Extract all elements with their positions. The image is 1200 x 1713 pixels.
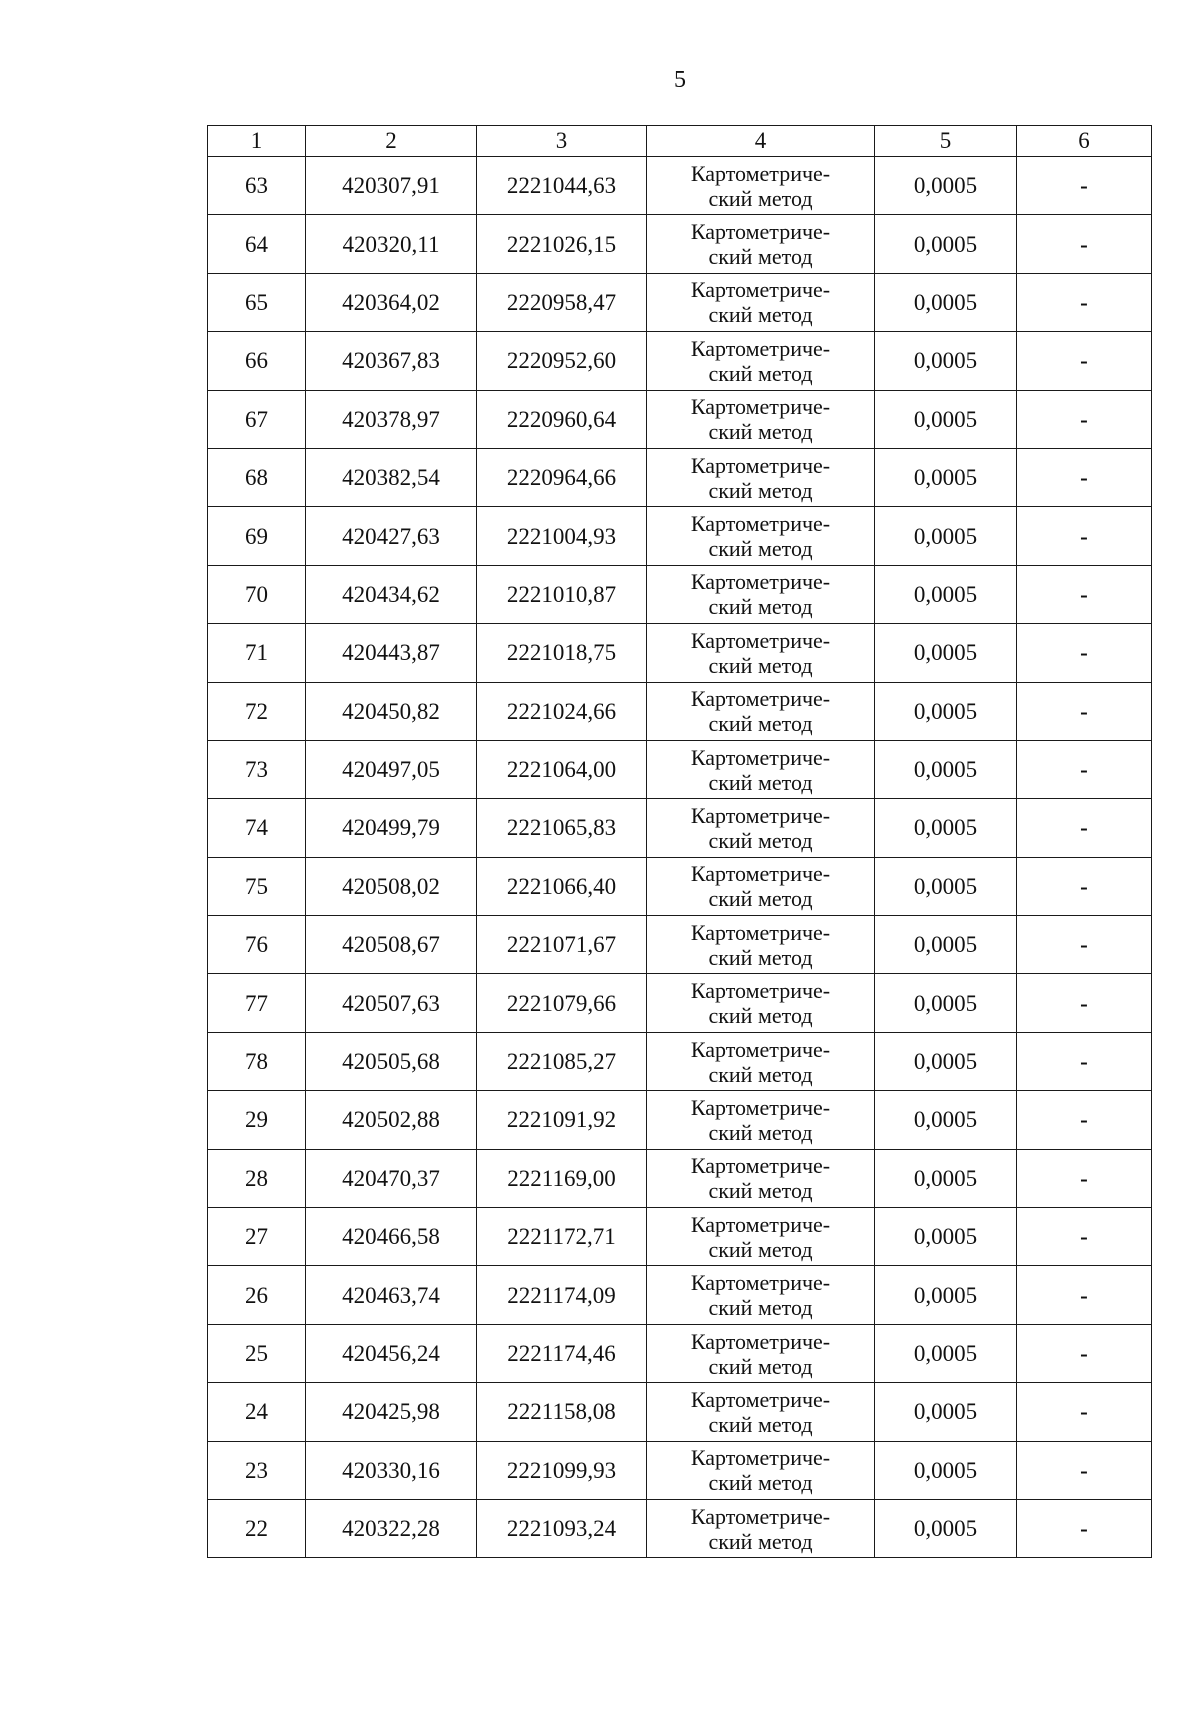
method-line-2: ский метод	[708, 1003, 813, 1029]
method-cell	[647, 1383, 875, 1441]
method-line-2: ский метод	[708, 536, 813, 562]
method-line-1: Картометриче-	[690, 744, 831, 770]
x-coordinate-cell: 420425,98	[306, 1383, 477, 1441]
table-row	[208, 1266, 1152, 1324]
x-coordinate-cell: 420456,24	[306, 1324, 477, 1382]
table-row	[208, 332, 1152, 390]
table-row	[208, 974, 1152, 1032]
y-coordinate-cell: 2221044,63	[477, 157, 647, 215]
method-line-1: Картометриче-	[690, 802, 831, 828]
accuracy-cell: 0,0005	[875, 916, 1017, 974]
note-cell: -	[1017, 740, 1152, 798]
y-coordinate-cell: 2221065,83	[477, 799, 647, 857]
point-number-cell: 66	[208, 332, 306, 390]
method-line-1: Картометриче-	[690, 1036, 831, 1062]
method-cell	[647, 332, 875, 390]
accuracy-cell: 0,0005	[875, 1383, 1017, 1441]
method-line-1: Картометриче-	[690, 219, 831, 245]
method-line-1: Картометриче-	[690, 1386, 831, 1412]
y-coordinate-cell: 2221071,67	[477, 916, 647, 974]
method-line-2: ский метод	[708, 1353, 813, 1379]
point-number-cell: 25	[208, 1324, 306, 1382]
note-cell: -	[1017, 974, 1152, 1032]
accuracy-cell: 0,0005	[875, 1149, 1017, 1207]
note-cell: -	[1017, 624, 1152, 682]
point-number-cell: 78	[208, 1032, 306, 1090]
table-row	[208, 916, 1152, 974]
column-header-5: 5	[875, 126, 1017, 157]
note-cell: -	[1017, 1383, 1152, 1441]
method-cell	[647, 448, 875, 506]
method-line-2: ский метод	[708, 1528, 813, 1554]
y-coordinate-cell: 2221099,93	[477, 1441, 647, 1499]
column-header-1: 1	[208, 126, 306, 157]
note-cell: -	[1017, 332, 1152, 390]
method-line-1: Картометриче-	[690, 160, 831, 186]
table-row	[208, 1499, 1152, 1557]
note-cell: -	[1017, 1208, 1152, 1266]
accuracy-cell: 0,0005	[875, 682, 1017, 740]
x-coordinate-cell: 420307,91	[306, 157, 477, 215]
x-coordinate-cell: 420434,62	[306, 565, 477, 623]
method-line-1: Картометриче-	[690, 394, 831, 420]
note-cell: -	[1017, 1266, 1152, 1324]
x-coordinate-cell: 420463,74	[306, 1266, 477, 1324]
method-cell	[647, 799, 875, 857]
method-line-1: Картометриче-	[690, 1503, 831, 1529]
accuracy-cell: 0,0005	[875, 273, 1017, 331]
accuracy-cell: 0,0005	[875, 1324, 1017, 1382]
y-coordinate-cell: 2220964,66	[477, 448, 647, 506]
table-row	[208, 448, 1152, 506]
y-coordinate-cell: 2221018,75	[477, 624, 647, 682]
point-number-cell: 75	[208, 857, 306, 915]
accuracy-cell: 0,0005	[875, 390, 1017, 448]
table-row	[208, 273, 1152, 331]
method-line-2: ский метод	[708, 886, 813, 912]
method-cell	[647, 1208, 875, 1266]
method-line-1: Картометриче-	[690, 919, 831, 945]
accuracy-cell: 0,0005	[875, 1032, 1017, 1090]
note-cell: -	[1017, 1149, 1152, 1207]
accuracy-cell: 0,0005	[875, 974, 1017, 1032]
method-cell	[647, 565, 875, 623]
note-cell: -	[1017, 857, 1152, 915]
y-coordinate-cell: 2221085,27	[477, 1032, 647, 1090]
note-cell: -	[1017, 507, 1152, 565]
method-line-2: ский метод	[708, 1470, 813, 1496]
point-number-cell: 29	[208, 1091, 306, 1149]
point-number-cell: 23	[208, 1441, 306, 1499]
table-row	[208, 799, 1152, 857]
point-number-cell: 71	[208, 624, 306, 682]
method-line-1: Картометриче-	[690, 1094, 831, 1120]
method-line-2: ский метод	[708, 827, 813, 853]
table-row	[208, 682, 1152, 740]
method-line-2: ский метод	[708, 185, 813, 211]
table-body	[208, 157, 1152, 1558]
method-line-1: Картометриче-	[690, 569, 831, 595]
method-line-1: Картометриче-	[690, 511, 831, 537]
column-header-6: 6	[1017, 126, 1152, 157]
accuracy-cell: 0,0005	[875, 857, 1017, 915]
note-cell: -	[1017, 799, 1152, 857]
header-row	[208, 126, 1152, 157]
x-coordinate-cell: 420367,83	[306, 332, 477, 390]
point-number-cell: 63	[208, 157, 306, 215]
method-line-2: ский метод	[708, 244, 813, 270]
method-line-1: Картометриче-	[690, 335, 831, 361]
table-row	[208, 1324, 1152, 1382]
table-row	[208, 1032, 1152, 1090]
y-coordinate-cell: 2221064,00	[477, 740, 647, 798]
y-coordinate-cell: 2221169,00	[477, 1149, 647, 1207]
method-line-2: ский метод	[708, 594, 813, 620]
x-coordinate-cell: 420322,28	[306, 1499, 477, 1557]
method-line-1: Картометриче-	[690, 1211, 831, 1237]
y-coordinate-cell: 2221093,24	[477, 1499, 647, 1557]
method-cell	[647, 1499, 875, 1557]
x-coordinate-cell: 420502,88	[306, 1091, 477, 1149]
x-coordinate-cell: 420378,97	[306, 390, 477, 448]
method-cell	[647, 1149, 875, 1207]
column-header-2: 2	[306, 126, 477, 157]
x-coordinate-cell: 420382,54	[306, 448, 477, 506]
accuracy-cell: 0,0005	[875, 157, 1017, 215]
method-cell	[647, 1091, 875, 1149]
y-coordinate-cell: 2221079,66	[477, 974, 647, 1032]
method-cell	[647, 390, 875, 448]
method-cell	[647, 1032, 875, 1090]
table-row	[208, 1149, 1152, 1207]
method-line-2: ский метод	[708, 769, 813, 795]
method-cell	[647, 1266, 875, 1324]
page-number: 5	[674, 67, 686, 93]
method-cell	[647, 916, 875, 974]
method-line-2: ский метод	[708, 1295, 813, 1321]
method-line-2: ский метод	[708, 360, 813, 386]
accuracy-cell: 0,0005	[875, 448, 1017, 506]
x-coordinate-cell: 420427,63	[306, 507, 477, 565]
method-line-2: ский метод	[708, 477, 813, 503]
y-coordinate-cell: 2221066,40	[477, 857, 647, 915]
accuracy-cell: 0,0005	[875, 1208, 1017, 1266]
x-coordinate-cell: 420364,02	[306, 273, 477, 331]
x-coordinate-cell: 420497,05	[306, 740, 477, 798]
note-cell: -	[1017, 682, 1152, 740]
x-coordinate-cell: 420508,02	[306, 857, 477, 915]
method-line-2: ский метод	[708, 944, 813, 970]
point-number-cell: 72	[208, 682, 306, 740]
table-row	[208, 624, 1152, 682]
y-coordinate-cell: 2221091,92	[477, 1091, 647, 1149]
accuracy-cell: 0,0005	[875, 1441, 1017, 1499]
x-coordinate-cell: 420508,67	[306, 916, 477, 974]
accuracy-cell: 0,0005	[875, 799, 1017, 857]
point-number-cell: 70	[208, 565, 306, 623]
table-row	[208, 390, 1152, 448]
point-number-cell: 73	[208, 740, 306, 798]
note-cell: -	[1017, 390, 1152, 448]
method-line-1: Картометриче-	[690, 1445, 831, 1471]
x-coordinate-cell: 420499,79	[306, 799, 477, 857]
note-cell: -	[1017, 273, 1152, 331]
table-row	[208, 157, 1152, 215]
y-coordinate-cell: 2221174,46	[477, 1324, 647, 1382]
y-coordinate-cell: 2221024,66	[477, 682, 647, 740]
point-number-cell: 22	[208, 1499, 306, 1557]
x-coordinate-cell: 420470,37	[306, 1149, 477, 1207]
table-row	[208, 1441, 1152, 1499]
note-cell: -	[1017, 565, 1152, 623]
column-header-4: 4	[647, 126, 875, 157]
note-cell: -	[1017, 1032, 1152, 1090]
x-coordinate-cell: 420505,68	[306, 1032, 477, 1090]
method-line-2: ский метод	[708, 1236, 813, 1262]
table-row	[208, 507, 1152, 565]
method-line-2: ский метод	[708, 1411, 813, 1437]
point-number-cell: 77	[208, 974, 306, 1032]
method-cell	[647, 857, 875, 915]
table-header	[208, 126, 1152, 157]
column-header-3: 3	[477, 126, 647, 157]
y-coordinate-cell: 2221158,08	[477, 1383, 647, 1441]
y-coordinate-cell: 2221172,71	[477, 1208, 647, 1266]
method-line-1: Картометриче-	[690, 627, 831, 653]
coordinates-table	[207, 125, 1152, 1558]
method-cell	[647, 215, 875, 273]
note-cell: -	[1017, 448, 1152, 506]
table-row	[208, 215, 1152, 273]
table-row	[208, 1091, 1152, 1149]
note-cell: -	[1017, 215, 1152, 273]
method-line-1: Картометриче-	[690, 861, 831, 887]
point-number-cell: 64	[208, 215, 306, 273]
point-number-cell: 67	[208, 390, 306, 448]
x-coordinate-cell: 420443,87	[306, 624, 477, 682]
method-line-1: Картометриче-	[690, 1328, 831, 1354]
point-number-cell: 74	[208, 799, 306, 857]
method-line-2: ский метод	[708, 1061, 813, 1087]
method-line-1: Картометриче-	[690, 1270, 831, 1296]
accuracy-cell: 0,0005	[875, 740, 1017, 798]
x-coordinate-cell: 420466,58	[306, 1208, 477, 1266]
y-coordinate-cell: 2220960,64	[477, 390, 647, 448]
method-line-2: ский метод	[708, 302, 813, 328]
point-number-cell: 68	[208, 448, 306, 506]
table-row	[208, 857, 1152, 915]
method-cell	[647, 273, 875, 331]
method-line-2: ский метод	[708, 711, 813, 737]
table-row	[208, 1383, 1152, 1441]
method-cell	[647, 507, 875, 565]
method-cell	[647, 1441, 875, 1499]
accuracy-cell: 0,0005	[875, 1266, 1017, 1324]
accuracy-cell: 0,0005	[875, 507, 1017, 565]
y-coordinate-cell: 2221174,09	[477, 1266, 647, 1324]
method-line-1: Картометриче-	[690, 452, 831, 478]
y-coordinate-cell: 2220952,60	[477, 332, 647, 390]
point-number-cell: 76	[208, 916, 306, 974]
table-row	[208, 740, 1152, 798]
point-number-cell: 27	[208, 1208, 306, 1266]
note-cell: -	[1017, 916, 1152, 974]
x-coordinate-cell: 420450,82	[306, 682, 477, 740]
method-line-2: ский метод	[708, 419, 813, 445]
accuracy-cell: 0,0005	[875, 624, 1017, 682]
point-number-cell: 65	[208, 273, 306, 331]
x-coordinate-cell: 420330,16	[306, 1441, 477, 1499]
method-cell	[647, 682, 875, 740]
note-cell: -	[1017, 1441, 1152, 1499]
y-coordinate-cell: 2221010,87	[477, 565, 647, 623]
method-line-2: ский метод	[708, 1178, 813, 1204]
note-cell: -	[1017, 157, 1152, 215]
accuracy-cell: 0,0005	[875, 332, 1017, 390]
x-coordinate-cell: 420320,11	[306, 215, 477, 273]
point-number-cell: 28	[208, 1149, 306, 1207]
table-row	[208, 565, 1152, 623]
y-coordinate-cell: 2221004,93	[477, 507, 647, 565]
method-cell	[647, 974, 875, 1032]
y-coordinate-cell: 2220958,47	[477, 273, 647, 331]
table-row	[208, 1208, 1152, 1266]
method-line-1: Картометриче-	[690, 978, 831, 1004]
method-line-2: ский метод	[708, 1119, 813, 1145]
note-cell: -	[1017, 1499, 1152, 1557]
note-cell: -	[1017, 1091, 1152, 1149]
accuracy-cell: 0,0005	[875, 565, 1017, 623]
accuracy-cell: 0,0005	[875, 1091, 1017, 1149]
point-number-cell: 69	[208, 507, 306, 565]
accuracy-cell: 0,0005	[875, 1499, 1017, 1557]
y-coordinate-cell: 2221026,15	[477, 215, 647, 273]
method-cell	[647, 157, 875, 215]
x-coordinate-cell: 420507,63	[306, 974, 477, 1032]
point-number-cell: 26	[208, 1266, 306, 1324]
method-line-1: Картометриче-	[690, 686, 831, 712]
method-line-2: ский метод	[708, 652, 813, 678]
accuracy-cell: 0,0005	[875, 215, 1017, 273]
method-line-1: Картометриче-	[690, 277, 831, 303]
point-number-cell: 24	[208, 1383, 306, 1441]
method-cell	[647, 1324, 875, 1382]
method-cell	[647, 624, 875, 682]
method-cell	[647, 740, 875, 798]
note-cell: -	[1017, 1324, 1152, 1382]
method-line-1: Картометриче-	[690, 1153, 831, 1179]
